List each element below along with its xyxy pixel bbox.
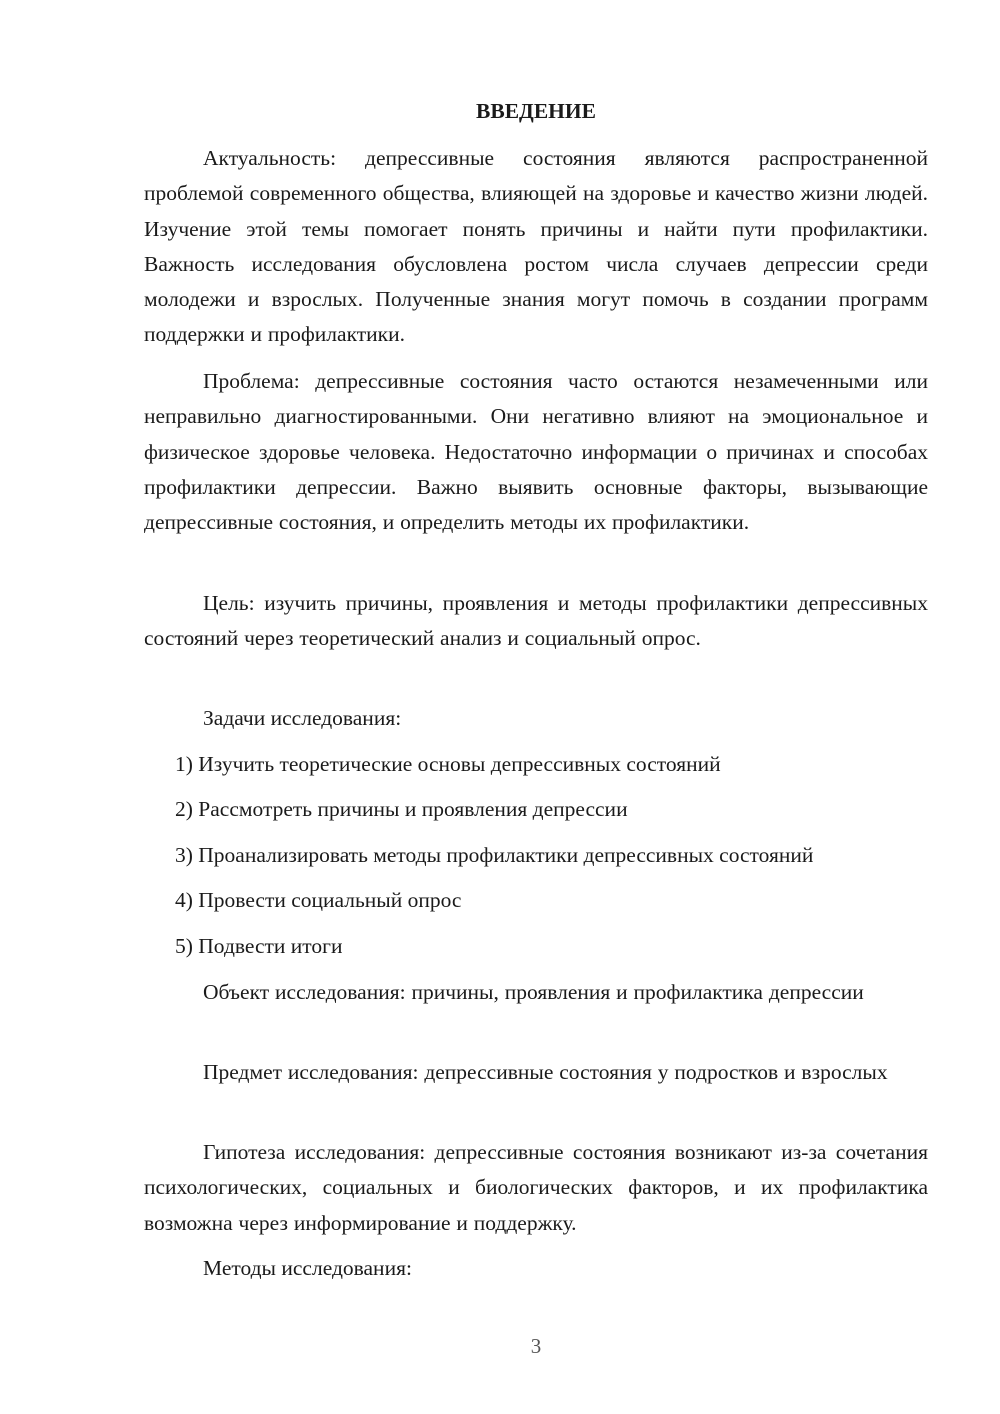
tasks-heading: Задачи исследования: [203, 706, 402, 730]
paragraph-object: Объект исследования: причины, проявления и профилактика депрессии [203, 980, 864, 1004]
methods-heading: Методы исследования: [203, 1256, 412, 1280]
task-item: 3) Проанализировать методы профилактики депрессивных состояний [175, 843, 814, 867]
paragraph-subject: Предмет исследования: депрессивные состояния у подростков и взрослых [203, 1060, 888, 1084]
task-item: 5) Подвести итоги [175, 934, 343, 958]
page-title: ВВЕДЕНИЕ [476, 99, 596, 123]
task-item: 1) Изучить теоретические основы депрессивных состояний [175, 752, 721, 776]
task-item: 4) Провести социальный опрос [175, 888, 462, 912]
page-number: 3 [530, 1334, 542, 1358]
paragraph-problem: Проблема: депрессивные состояния часто остаются незамеченными или неправильно диагностированными. Они негативно влияют на эмоциональное и физическое здоровье человека. Недостаточно информации о причинах и способах профилактики депрессии. Важно выявить основные факторы, вызывающие депрессивные состояния, и определить методы их профилактики. [144, 369, 928, 535]
paragraph-goal: Цель: изучить причины, проявления и методы профилактики депрессивных состояний через теоретический анализ и социальный опрос. [144, 591, 928, 651]
paragraph-relevance: Актуальность: депрессивные состояния являются распространенной проблемой современного общества, влияющей на здоровье и качество жизни людей. Изучение этой темы помогает понять причины и найти пути профилактики. Важность исследования обусловлена ростом числа случаев депрессии среди молодежи и взрослых. Полученные знания могут помочь в создании программ поддержки и профилактики. [144, 146, 928, 347]
task-item: 2) Рассмотреть причины и проявления депрессии [175, 797, 628, 821]
paragraph-hypothesis: Гипотеза исследования: депрессивные состояния возникают из-за сочетания психологических, социальных и биологических факторов, и их профилактика возможна через информирование и поддержку. [144, 1140, 928, 1235]
